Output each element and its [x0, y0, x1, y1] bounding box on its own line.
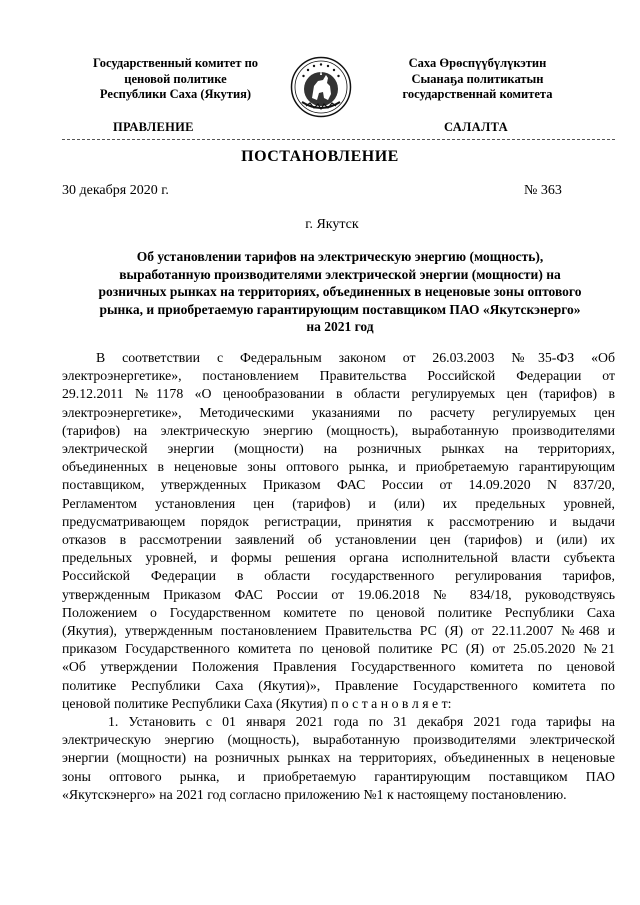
document-body — [62, 349, 615, 804]
body-line: ценовой политике Республики Саха (Якутия) п о с т а н о в л я е т: — [62, 695, 452, 711]
body-line: «Об утверждении Положения Правления Государственного комитета по ценовой — [62, 659, 615, 675]
body-line: зоны оптового рынка, и приобретаемую гарантирующим поставщиком ПАО — [62, 768, 615, 784]
letterhead — [40, 56, 600, 126]
right-org-line: Саха Өрөспүүбүлүкэтин — [408, 56, 547, 70]
body-line: электрическую энергию (мощность), выработанную производителями электрической — [62, 732, 615, 748]
body-line: (тарифов) на электрическую энергию (мощность), выработанную производителями — [62, 422, 615, 438]
document-date: 30 декабря 2020 г. — [62, 183, 169, 198]
subject-line: выработанную производителями электрической энергии (мощности) на — [119, 266, 561, 282]
header-divider — [62, 139, 615, 140]
coat-of-arms-emblem-icon — [290, 56, 352, 118]
body-line: объединенных в неценовые зоны оптового рынка, и приобретаемую гарантирующим — [62, 459, 615, 475]
body-line: электроэнергетике», постановлением Правительства Российской Федерации от — [62, 368, 615, 384]
left-department-label: ПРАВЛЕНИЕ — [113, 120, 194, 134]
body-line: поставщиком, утвержденных Приказом ФАС России от 14.09.2020 N 837/20, — [62, 477, 615, 493]
body-line: (Якутия), утвержденным постановлением Правительства РС (Я) от 22.11.2007 №468 и — [62, 623, 615, 639]
right-org-line: государственнай комитета — [402, 87, 553, 101]
body-line: утвержденным Приказом ФАС России от 19.06.2018 № 834/18, руководствуясь — [62, 586, 615, 602]
left-org-name — [68, 56, 283, 103]
right-org-line: Сыанаҕа политикатын — [411, 71, 544, 86]
subject-line: рынка, и приобретаемую гарантирующим поставщиком ПАО «Якутскэнерго» — [99, 301, 581, 317]
body-line: политике Республики Саха (Якутия)», Правление Государственного комитета по — [62, 677, 615, 693]
body-line: 1. Установить с 01 января 2021 года по 31 декабря 2021 года тарифы на — [108, 714, 615, 730]
body-line: приказом Государственного комитета по ценовой политике РС (Я) от 25.05.2020 №21 — [62, 641, 615, 657]
item-1-paragraph — [62, 713, 615, 804]
subject-line: Об установлении тарифов на электрическую энергию (мощность), — [136, 249, 544, 264]
left-org-line: Республики Саха (Якутия) — [99, 87, 252, 101]
document-city: г. Якутск — [305, 217, 359, 232]
document-number: № 363 — [524, 183, 562, 198]
right-org-name — [365, 56, 590, 103]
left-org-line: Государственный комитет по — [92, 56, 259, 70]
body-line: энергии (мощности) на розничных рынках на территориях, объединенных в неценовые — [62, 750, 615, 766]
body-line: предусматривающем порядок регистрации, принятия к рассмотрению и выдачи — [62, 513, 615, 529]
body-line: «Якутскэнерго» на 2021 год согласно приложению №1 к настоящему постановлению. — [62, 786, 567, 802]
body-line: предельных уровней, и формы решения органа исполнительной власти субъекта — [62, 550, 615, 566]
body-line: Положением о Государственном комитете по ценовой политике Республики Саха — [62, 604, 615, 620]
document-subject — [70, 248, 610, 336]
subject-line: на 2021 год — [306, 319, 374, 334]
body-line: В соответствии с Федеральным законом от 26.03.2003 №35-ФЗ «Об — [96, 350, 615, 365]
body-line: Регламентом установления цен (тарифов) и (или) их предельных уровней, — [62, 495, 615, 511]
body-line: электроэнергетике», Методическими указаниями по расчету регулируемых цен — [62, 404, 615, 420]
preamble-paragraph — [62, 349, 615, 713]
left-org-line: ценовой политике — [124, 71, 227, 86]
subject-line: розничных рынках на территориях, объединенных в неценовые зоны оптового — [98, 284, 582, 299]
document-title: ПОСТАНОВЛЕНИЕ — [241, 148, 399, 165]
body-line: отказов в рассмотрении заявлений об установлении цен (тарифов) и (или) их — [62, 532, 615, 548]
body-line: электрической энергии (мощности) на розничных рынках на территориях, — [62, 441, 615, 457]
body-line: Российской Федерации в области государственного регулирования тарифов, — [62, 568, 615, 584]
right-department-label: САЛАЛТА — [444, 120, 508, 134]
body-line: 29.12.2011 №1178 «О ценообразовании в области регулируемых цен (тарифов) в — [62, 386, 615, 402]
